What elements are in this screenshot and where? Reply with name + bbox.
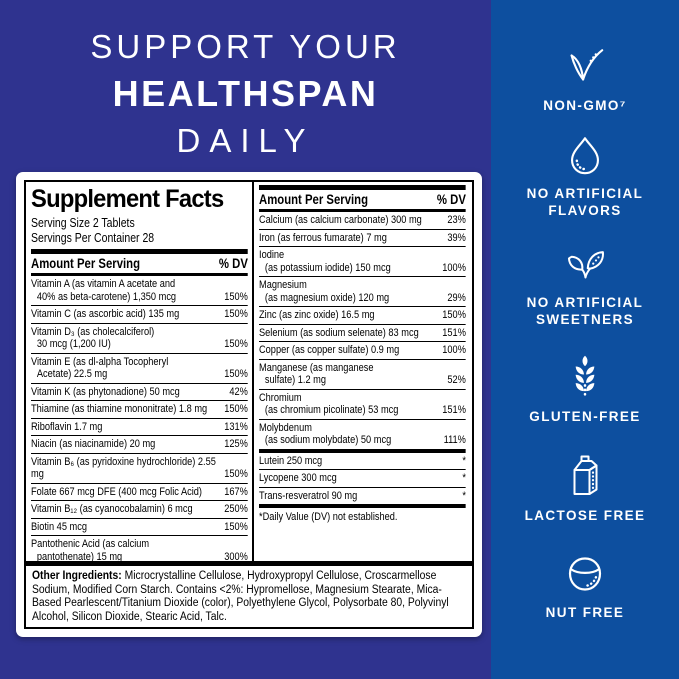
nutrient-name: Thiamine (as thiamine mononitrate) 1.8 mg xyxy=(31,403,208,415)
nutrient-dv: 29% xyxy=(447,291,466,304)
nutrient-name: Zinc (as zinc oxide) 16.5 mg xyxy=(259,309,375,321)
nutrient-dv: 100% xyxy=(442,344,466,356)
nutrient-row xyxy=(31,305,248,323)
nutrient-name: Copper (as copper sulfate) 0.9 mg xyxy=(259,344,400,356)
nutrient-row xyxy=(259,469,466,487)
nutrient-row xyxy=(259,487,466,505)
left-nutrient-rows xyxy=(31,276,248,561)
nutrient-name: Iodine (as potassium iodide) 150 mcg xyxy=(259,249,391,274)
nutrient-dv: 125% xyxy=(224,438,248,450)
nutrient-row xyxy=(31,276,248,305)
column-header-row xyxy=(31,254,248,273)
nutrient-row xyxy=(31,400,248,418)
nutrient-name: Vitamin A (as vitamin A acetate and 40% as beta-carotene) 1,350 mcg xyxy=(31,278,177,303)
nutrient-name: Niacin (as niacinamide) 20 mg xyxy=(31,438,156,450)
right-other-rows xyxy=(259,453,466,505)
nutrient-row xyxy=(259,453,466,470)
nutrient-row xyxy=(259,306,466,324)
benefits-sidebar xyxy=(491,0,679,679)
benefit-label: NO ARTIFICIAL FLAVORS xyxy=(526,186,644,218)
nutrient-name: Lutein 250 mcg xyxy=(259,454,323,467)
nutrient-name: Chromium (as chromium picolinate) 53 mcg xyxy=(259,391,399,416)
nutrient-name: Lycopene 300 mcg xyxy=(259,472,337,484)
nutrient-row xyxy=(259,324,466,342)
facts-box xyxy=(24,180,474,629)
nutrient-dv: 111% xyxy=(443,434,466,446)
nutrient-dv: 150% xyxy=(224,308,248,320)
nutrient-name: Biotin 45 mcg xyxy=(31,520,87,533)
benefit-label: NUT FREE xyxy=(545,605,625,620)
nutrient-name: Vitamin B₆ (as pyridoxine hydrochloride) 2.55 mg xyxy=(31,455,216,480)
nutrient-dv: 150% xyxy=(224,403,248,415)
nutrient-row xyxy=(31,323,248,353)
right-nutrient-rows xyxy=(259,212,466,449)
nutrient-name: Selenium (as sodium selenate) 83 mcg xyxy=(259,326,419,339)
column-header-row xyxy=(259,190,466,209)
hero-line-2: HEALTHSPAN xyxy=(112,73,379,114)
nutrient-row xyxy=(259,341,466,359)
nutrient-row xyxy=(31,500,248,518)
nutrient-name: Vitamin E (as dl-alpha Tocopheryl Acetate) 22.5 mg xyxy=(31,355,169,380)
nutrient-row xyxy=(31,418,248,436)
nutrient-dv: 23% xyxy=(447,214,466,226)
nutrient-row xyxy=(31,383,248,401)
nutrient-name: Iron (as ferrous fumarate) 7 mg xyxy=(259,231,387,244)
amount-per-serving-header: Amount Per Serving xyxy=(259,192,369,207)
benefit-label: NON-GMO⁷ xyxy=(543,98,627,113)
benefit-label: LACTOSE FREE xyxy=(524,508,646,523)
nutrient-dv: * xyxy=(462,454,466,467)
leaves-icon xyxy=(561,243,609,287)
droplet-icon xyxy=(562,132,608,178)
nutrient-dv: 150% xyxy=(224,468,248,480)
nutrient-row xyxy=(31,535,248,561)
benefit-badge xyxy=(491,132,679,219)
wheat-icon xyxy=(560,349,610,401)
nutrient-dv: 250% xyxy=(224,503,248,515)
nutrient-name: Riboflavin 1.7 mg xyxy=(31,420,103,433)
nutrient-row xyxy=(31,518,248,536)
nutrient-name: Folate 667 mcg DFE (400 mcg Folic Acid) xyxy=(31,485,203,498)
nutrient-name: Manganese (as manganese sulfate) 1.2 mg xyxy=(259,361,374,386)
nutrient-dv: 151% xyxy=(442,326,466,339)
dv-footnote: *Daily Value (DV) not established. xyxy=(259,511,398,523)
facts-title: Supplement Facts xyxy=(31,185,224,213)
nutrient-dv: 52% xyxy=(447,374,466,386)
benefit-badge xyxy=(491,44,679,114)
nutrient-row xyxy=(31,483,248,501)
supplement-facts-panel xyxy=(16,172,482,637)
amount-per-serving-header: Amount Per Serving xyxy=(31,256,141,271)
milk-carton-icon xyxy=(561,450,609,500)
nutrient-dv: * xyxy=(462,472,466,484)
non-gmo-check-icon xyxy=(561,44,609,90)
nutrient-dv: 151% xyxy=(442,404,466,416)
nutrient-name: Vitamin D₃ (as cholecalciferol) 30 mcg (1,200 IU) xyxy=(31,325,155,350)
nutrient-name: Magnesium (as magnesium oxide) 120 mg xyxy=(259,279,390,304)
benefit-badge xyxy=(491,349,679,425)
hazelnut-icon xyxy=(561,549,609,597)
other-ingredients xyxy=(26,566,472,627)
nutrient-dv: * xyxy=(462,489,466,502)
benefit-badge xyxy=(491,450,679,524)
nutrient-dv: 150% xyxy=(224,520,248,533)
nutrient-dv: 167% xyxy=(224,485,248,498)
nutrient-name: Pantothenic Acid (as calcium pantothenate) 15 mg xyxy=(31,538,150,561)
other-ingredients-text: Microcrystalline Cellulose, Hydroxypropyl Cellulose, Croscarmellose Sodium, Modified Corn Starch. Contains <2%: Hypromellose, Magnesium Stearate, Mica-Based Pearlescent/Titanium Dioxide (color), Polyethylene Glycol, Polysorbate 80, Polyvinyl Alcohol, Silicon Dioxide, Stearic Acid, Talc. xyxy=(32,570,449,623)
benefit-badge xyxy=(491,549,679,621)
nutrient-row xyxy=(259,246,466,276)
nutrient-row xyxy=(31,435,248,453)
nutrient-dv: 39% xyxy=(447,231,466,244)
nutrient-dv: 150% xyxy=(224,338,248,350)
nutrient-dv: 150% xyxy=(224,368,248,380)
hero-line-1: SUPPORT YOUR xyxy=(90,28,401,65)
nutrient-row xyxy=(259,419,466,449)
dv-header: % DV xyxy=(218,256,248,271)
nutrient-name: Molybdenum (as sodium molybdate) 50 mcg xyxy=(259,421,392,446)
nutrient-name: Vitamin B₁₂ (as cyanocobalamin) 6 mcg xyxy=(31,503,193,515)
benefit-label: GLUTEN-FREE xyxy=(529,409,641,424)
nutrient-row xyxy=(259,229,466,247)
nutrient-dv: 42% xyxy=(229,385,248,398)
nutrient-dv: 300% xyxy=(224,550,248,561)
nutrient-dv: 131% xyxy=(224,420,248,433)
nutrient-row xyxy=(259,389,466,419)
page-title xyxy=(0,28,491,160)
nutrient-name: Vitamin K (as phytonadione) 50 mcg xyxy=(31,385,180,398)
nutrient-row xyxy=(31,453,248,483)
benefit-badge xyxy=(491,243,679,328)
facts-right-column xyxy=(254,182,472,561)
nutrient-name: Trans-resveratrol 90 mg xyxy=(259,489,358,502)
nutrient-dv: 150% xyxy=(224,290,248,303)
hero-line-3: DAILY xyxy=(176,122,315,159)
dv-header: % DV xyxy=(436,192,466,207)
serving-size: Serving Size 2 Tablets xyxy=(31,216,135,230)
nutrient-row xyxy=(259,276,466,306)
benefit-label: NO ARTIFICIAL SWEETNERS xyxy=(526,295,644,327)
nutrient-name: Vitamin C (as ascorbic acid) 135 mg xyxy=(31,308,180,320)
nutrient-row xyxy=(259,212,466,229)
nutrient-row xyxy=(31,353,248,383)
other-ingredients-label: Other Ingredients: xyxy=(32,570,122,582)
nutrient-dv: 150% xyxy=(442,309,466,321)
nutrient-dv: 100% xyxy=(442,261,466,274)
facts-columns xyxy=(26,182,472,561)
nutrient-row xyxy=(259,359,466,389)
nutrient-name: Calcium (as calcium carbonate) 300 mg xyxy=(259,214,422,226)
facts-left-column xyxy=(26,182,252,561)
servings-per-container: Servings Per Container 28 xyxy=(31,231,155,245)
